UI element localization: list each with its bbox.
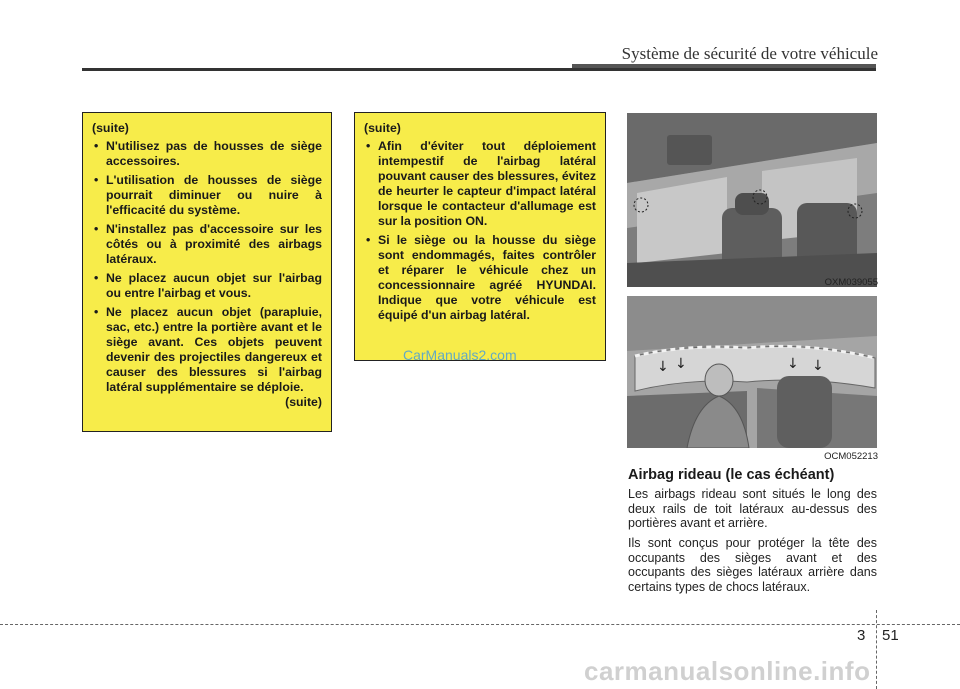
body-paragraph: Ils sont conçus pour protéger la tête des occupants des sièges avant et des occupants des sièges latéraux arrière dans certains types de chocs latéraux. (628, 536, 877, 594)
site-watermark: carmanualsonline.info (584, 656, 871, 686)
warning-item: • Afin d'éviter tout déploiement intempestif de l'airbag latéral pouvant causer des blessures, évitez de heurter le capteur d'impact latéral lorsque le contacteur d'allumage est sur la position ON. (364, 139, 596, 229)
page-header-title: Système de sécurité de votre véhicule (621, 44, 878, 63)
chapter-number: 3 (857, 627, 866, 644)
svg-text:↓: ↓ (657, 359, 669, 375)
watermark-link[interactable]: CarManuals2.com (403, 347, 517, 363)
warning-item: • N'installez pas d'accessoire sur les côtés ou à proximité des airbags latéraux. (92, 222, 322, 267)
interior-illustration (627, 113, 877, 287)
box-continued-label: (suite) (92, 121, 129, 135)
svg-text:↓: ↓ (787, 356, 799, 372)
warning-list (364, 139, 596, 323)
curtain-airbag-drawing (627, 296, 877, 448)
warning-item: • Ne placez aucun objet (parapluie, sac, etc.) entre la portière avant et le siège avant. Ces objets peuvent devenir des projectiles dangereux et causer des blessures si l'airbag latéral supplémentaire se déploie. (92, 305, 322, 395)
footer-rule (0, 624, 960, 625)
section-heading: Airbag rideau (le cas échéant) (628, 467, 835, 483)
svg-text:↓: ↓ (675, 356, 687, 372)
warning-item: • L'utilisation de housses de siège pourrait diminuer ou nuire à l'efficacité du système. (92, 173, 322, 218)
photo-code-label: OXM039055 (824, 277, 878, 288)
box-continues-label: (suite) (285, 395, 322, 409)
warning-box-middle (354, 112, 606, 361)
warning-item: • Si le siège ou la housse du siège sont endommagés, faites contrôler et réparer le véhicule chez un concessionnaire agréé HYUNDAI. Indique que votre véhicule est équipé d'un airbag latéral. (364, 233, 596, 323)
warning-item: • Ne placez aucun objet sur l'airbag ou entre l'airbag et vous. (92, 271, 322, 301)
body-paragraph: Les airbags rideau sont situés le long des deux rails de toit latéraux au-dessus des portières avant et arrière. (628, 487, 877, 530)
warning-item: • N'utilisez pas de housses de siège accessoires. (92, 139, 322, 169)
warning-box-left (82, 112, 332, 432)
warning-list (92, 139, 322, 395)
page-number: 51 (882, 627, 899, 644)
box-continued-label: (suite) (364, 121, 401, 135)
header-rule (82, 68, 876, 71)
footer-divider (876, 610, 877, 689)
photo-code-label: OCM052213 (824, 451, 878, 462)
svg-text:↓: ↓ (812, 358, 824, 374)
curtain-airbag-illustration (627, 296, 877, 448)
interior-photo-side-airbag (627, 113, 877, 287)
